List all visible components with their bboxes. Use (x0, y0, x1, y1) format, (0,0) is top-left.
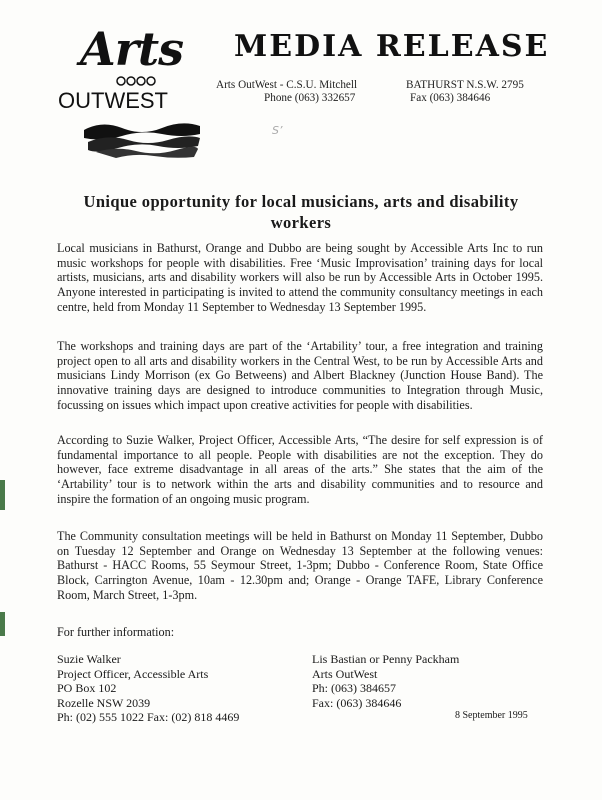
media-release-title: MEDIA RELEASE (234, 29, 550, 64)
scan-edge-mark (0, 480, 5, 510)
logo-dots-icon (116, 74, 156, 88)
body-paragraph: According to Suzie Walker, Project Officer, Accessible Arts, “The desire for self expression is of fundamental importance to all people. People with disabilities are not the exception. They do however, face extreme disadvantage in all areas of the arts.” She states that the aim of the ‘Artability’ tour is to network within the arts and disability communities and to resource and inspire the formation of an ongoing music program. (57, 433, 543, 506)
logo-word-arts: Arts (80, 22, 184, 76)
headline: Unique opportunity for local musicians, arts and disability workers (83, 192, 519, 232)
header-fax: Fax (063) 384646 (410, 92, 491, 104)
body-paragraph: Local musicians in Bathurst, Orange and Dubbo are being sought by Accessible Arts Inc to run music workshops for people with disabilities. Free ‘Music Improvisation’ training days for local artists, musicians, arts and disability workers will also be run by Accessible Arts in October 1995. Anyone interested in participating is invited to attend the community consultancy meetings in each centre, held from Monday 11 September to Wednesday 13 September 1995. (57, 241, 543, 314)
header-phone: Phone (063) 332657 (264, 92, 356, 104)
address-line (216, 79, 546, 91)
contact-title: Project Officer, Accessible Arts (57, 666, 209, 681)
body-paragraph: The Community consultation meetings will be held in Bathurst on Monday 11 September, Dubbo on Tuesday 12 September and Orange on Wednesday 13 September at the following venues: Bathurst - HACC Rooms, 55 Seymour Street, 1-3pm; Dubbo - Conference Room, State Office Block, Carrington Avenue, 10am - 12.30pm and; Orange - Orange TAFE, Library Conference Room, March Street, 1-3pm. (57, 529, 543, 602)
contact-block-left (57, 652, 239, 725)
contact-phone-fax: Ph: (02) 555 1022 Fax: (02) 818 4469 (57, 710, 240, 725)
contact-name: Lis Bastian or Penny Packham (312, 652, 460, 666)
contact-po-box: PO Box 102 (57, 681, 117, 696)
contact-fax: Fax: (063) 384646 (312, 695, 402, 710)
body-paragraph: The workshops and training days are part of the ‘Artability’ tour, a free integration and training project open to all arts and disability workers in the Central West, to be run by Accessible Arts and musicians Lindy Morrison (ex Go Betweens) and Albert Blackney (Junction House Band). The innovative training days are designed to introduce communities to Integration through Music, focussing on issues which impact upon creative activities for people with disabilities. (57, 339, 543, 412)
further-info-label: For further information: (57, 625, 175, 639)
scan-edge-mark (0, 612, 5, 636)
contact-suburb: Rozelle NSW 2039 (57, 695, 151, 710)
contact-name: Suzie Walker (57, 652, 121, 666)
arts-outwest-logo (58, 24, 208, 164)
handwritten-mark: S’ (272, 124, 283, 137)
address-town: BATHURST N.S.W. 2795 (406, 79, 524, 91)
contact-organisation: Arts OutWest (312, 666, 378, 681)
logo-word-outwest: OUTWEST (58, 88, 168, 113)
logo-waves-icon (82, 120, 202, 160)
contact-block-right (312, 652, 459, 710)
address-organisation: Arts OutWest - C.S.U. Mitchell (216, 79, 358, 91)
release-date: 8 September 1995 (455, 710, 528, 721)
contact-phone: Ph: (063) 384657 (312, 681, 396, 696)
